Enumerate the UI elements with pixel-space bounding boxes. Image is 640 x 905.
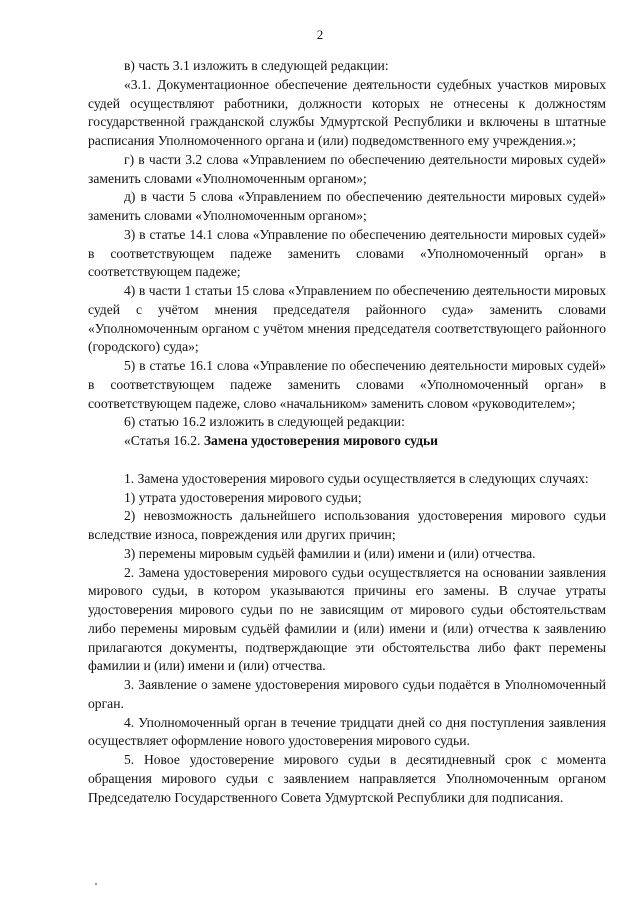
- article-heading-prefix: «Статья 16.2.: [124, 433, 204, 448]
- article-heading: [88, 432, 606, 451]
- paragraph-part-3-1-text: «3.1. Документационное обеспечение деятельности судебных участков мировых судей осуществляют работники, должности которых не отнесены к должностям государственной гражданской службы Удмуртской Республики и включены в штатные расписания Уполномоченного органа и (или) подведомственного ему учреждения.»;: [88, 76, 606, 148]
- paragraph-amend-part-5: д) в части 5 слова «Управлением по обеспечению деятельности мировых судей» заменить словами «Уполномоченным органом»;: [88, 189, 606, 223]
- paragraph-amend-3-1-intro: в) часть 3.1 изложить в следующей редакции:: [124, 58, 389, 73]
- article-point-5: 5. Новое удостоверение мирового судьи в десятидневный срок с момента обращения мирового судьи с заявлением направляется Уполномоченным органом Председателю Государственного Совета Удмуртской Республики для подписания.: [88, 752, 606, 805]
- scan-speck: [95, 883, 97, 885]
- paragraph-amend-14-1: 3) в статье 14.1 слова «Управление по обеспечению деятельности мировых судей» в соответствующем падеже заменить словами «Уполномоченный орган» в соответствующем падеже;: [88, 226, 606, 280]
- paragraph-amend-15: 4) в части 1 статьи 15 слова «Управлением по обеспечению деятельности мировых судей с учётом мнения председателя районного суда» заменить словами «Уполномоченным органом с учётом мнения председателя соответствующего районного (городского) суда»;: [88, 283, 606, 355]
- article-point-1-case-1: 1) утрата удостоверения мирового судьи;: [124, 489, 362, 505]
- document-body: [88, 57, 606, 807]
- article-heading-title: Замена удостоверения мирового судьи: [203, 433, 439, 448]
- paragraph-amend-3-2: г) в части 3.2 слова «Управлением по обеспечению деятельности мировых судей» заменить словами «Уполномоченным органом»;: [88, 151, 606, 186]
- paragraph-amend-16-1: 5) в статье 16.1 слова «Управление по обеспечению деятельности мировых судей» в соответствующем падеже заменить словами «Уполномоченный орган» в соответствующем падеже, слово «начальником» заменить словом «руководителем»;: [88, 358, 606, 411]
- paragraph-amend-16-2-intro: 6) статью 16.2 изложить в следующей редакции:: [124, 414, 405, 430]
- article-point-1: 1. Замена удостоверения мирового судьи осуществляется в следующих случаях:: [124, 470, 589, 486]
- article-point-1-case-2: 2) невозможность дальнейшего использования удостоверения мирового судьи вследствие износа, повреждения или других причин;: [88, 508, 606, 542]
- page-number: 2: [316, 27, 324, 42]
- article-point-2: 2. Замена удостоверения мирового судьи осуществляется на основании заявления мирового судьи, в котором указываются причины его замены. В случае утраты удостоверения мирового судьи по не зависящим от мирового судьи обстоятельствам либо перемены мировым судьёй фамилии и (или) имени и (или) отчества к заявлению прилагаются документы, подтверждающие эти обстоятельства либо факт перемены фамилии и (или) имени и (или) отчества.: [88, 564, 606, 674]
- article-point-1-case-3: 3) перемены мировым судьёй фамилии и (или) имени и (или) отчества.: [124, 545, 536, 561]
- article-point-4: 4. Уполномоченный орган в течение тридцати дней со дня поступления заявления осуществляет оформление нового удостоверения мирового судьи.: [88, 714, 606, 749]
- article-point-3: 3. Заявление о замене удостоверения мирового судьи подаётся в Уполномоченный орган.: [88, 677, 606, 711]
